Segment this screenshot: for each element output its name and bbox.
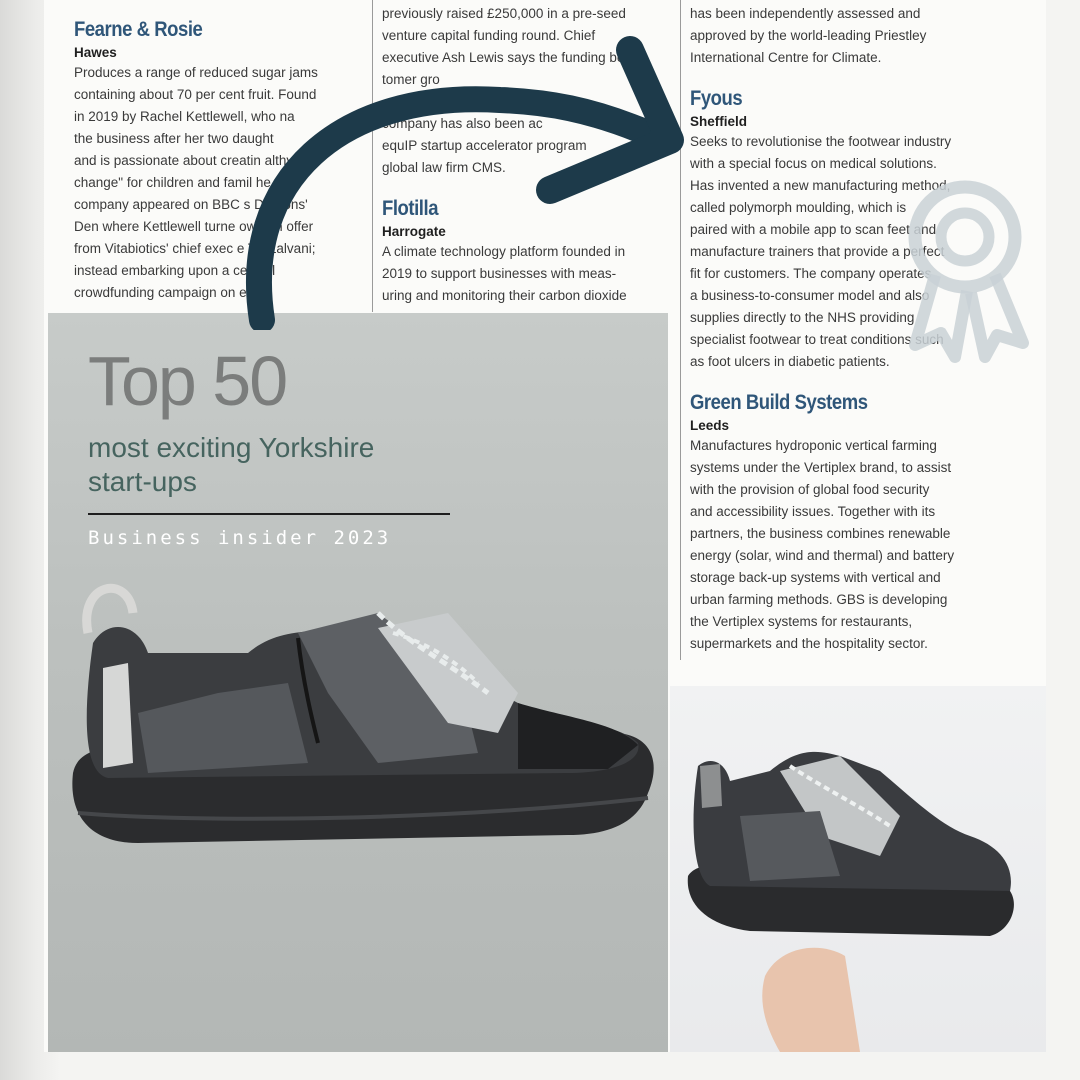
entry-green-build-systems (690, 391, 990, 655)
hero-divider (88, 513, 450, 515)
company-description: Manufactures hydroponic vertical farming systems under the Vertiplex brand, to assist with the provision of global food security and accessibility issues. Together with its partners, the business combines renewable energy (solar, wind and thermal) and battery storage back-up systems with vertical and urban farming methods. GBS is developing the Vertiplex systems for restaurants, supermarkets and the hospitality sector. (690, 438, 955, 651)
company-name: Fearne & Rosie (74, 18, 203, 41)
company-name: Green Build Systems (690, 391, 868, 414)
company-location: Sheffield (690, 114, 748, 129)
company-description: Seeks to revolutionise the footwear industry with a special focus on medical solutions. Has invented a new manufacturing method, called polymorph moulding, which is paired with a mobile app to scan feet and manufacture trainers that provide a perfect fit for customers. The company operates a business-to-consumer model and also supplies directly to the NHS providing specialist footwear to treat conditions such as foot ulcers in diabetic patients. (690, 134, 952, 369)
company-description: A climate technology platform founded in 2019 to support businesses with meas- uring and monitoring their carbon dioxide (382, 244, 627, 303)
shoe-in-hand-illustration (670, 726, 1046, 1052)
shoe-illustration (48, 573, 668, 903)
hero-image (48, 313, 668, 1052)
company-location: Hawes (74, 45, 117, 60)
company-name: Fyous (690, 87, 743, 110)
hero-subtitle: most exciting Yorkshire start-ups (88, 432, 375, 497)
award-ribbon-icon (905, 175, 1055, 365)
continued-text: previously raised £250,000 in a pre-seed venture capital funding round. Chief executive Ash Lewis says the funding be tomer gro company has also been ac equIP startup accelerator program global law firm CMS. (382, 6, 626, 175)
continued-text: has been independently assessed and approved by the world-leading Priestley International Centre for Climate. (690, 6, 927, 65)
company-name: Flotilla (382, 197, 439, 220)
company-location: Leeds (690, 418, 730, 433)
hero-tagline: Business insider 2023 (88, 527, 392, 549)
hero-title: Top 50 (88, 342, 287, 420)
shoe-in-hand-photo (670, 686, 1046, 1052)
company-location: Harrogate (382, 224, 446, 239)
curved-arrow-icon (220, 30, 690, 330)
company-description: Produces a range of reduced sugar jams containing about 70 per cent fruit. Found in 2019 by Rachel Kettlewell, who na the business after her two daught and is passionate about creatin althy change" for children and famil he company appeared on BBC s Dragons' Den where Kettlewell turne own an offer from Vitabiotics' chief exec e Tej Lalvani; instead embarking upon a cessful crowdfunding campaign on eeds. (74, 65, 318, 300)
